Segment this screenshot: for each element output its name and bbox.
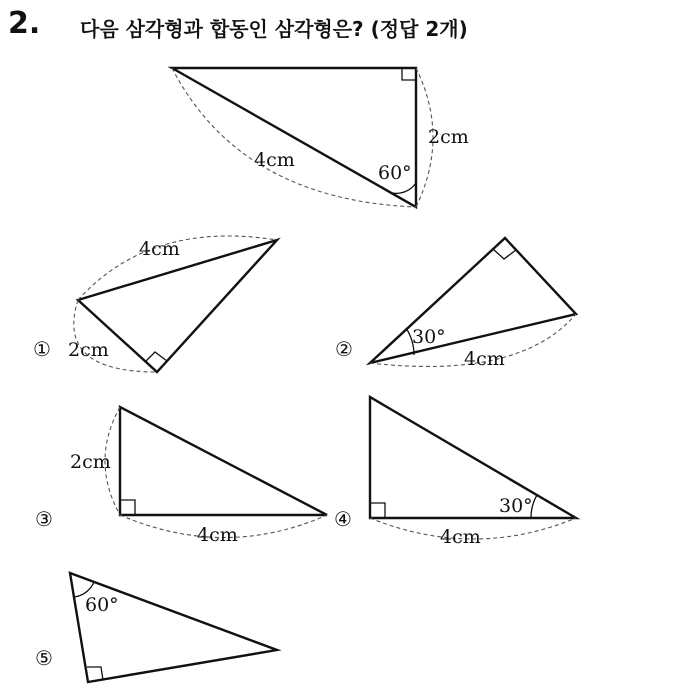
reference-angle-label: 60° (378, 162, 412, 184)
option-3-base-label: 4cm (197, 524, 238, 546)
option-4-base-label: 4cm (440, 526, 481, 548)
option-1-side-label: 2cm (68, 339, 109, 361)
option-3-side-label: 2cm (70, 451, 111, 473)
option-2-marker[interactable]: ② (335, 337, 353, 361)
option-5-marker[interactable]: ⑤ (35, 646, 53, 670)
option-3-marker[interactable]: ③ (35, 507, 53, 531)
reference-side-label: 2cm (428, 126, 469, 148)
option-4 (334, 397, 576, 548)
option-3 (35, 407, 327, 546)
option-1 (33, 236, 277, 372)
reference-triangle (172, 68, 469, 207)
question-number: 2. (8, 6, 41, 41)
option-5 (35, 573, 277, 682)
option-4-angle-label: 30° (499, 495, 533, 517)
option-1-marker[interactable]: ① (33, 337, 51, 361)
option-2-hypotenuse-label: 4cm (464, 348, 505, 370)
option-2-angle-label: 30° (412, 326, 446, 348)
option-4-marker[interactable]: ④ (334, 507, 352, 531)
question-text: 다음 삼각형과 합동인 삼각형은? (정답 2개) (80, 17, 468, 41)
option-2 (335, 238, 576, 370)
reference-hypotenuse-label: 4cm (254, 149, 295, 171)
option-5-angle-label: 60° (85, 594, 119, 616)
option-1-hypotenuse-label: 4cm (139, 238, 180, 260)
